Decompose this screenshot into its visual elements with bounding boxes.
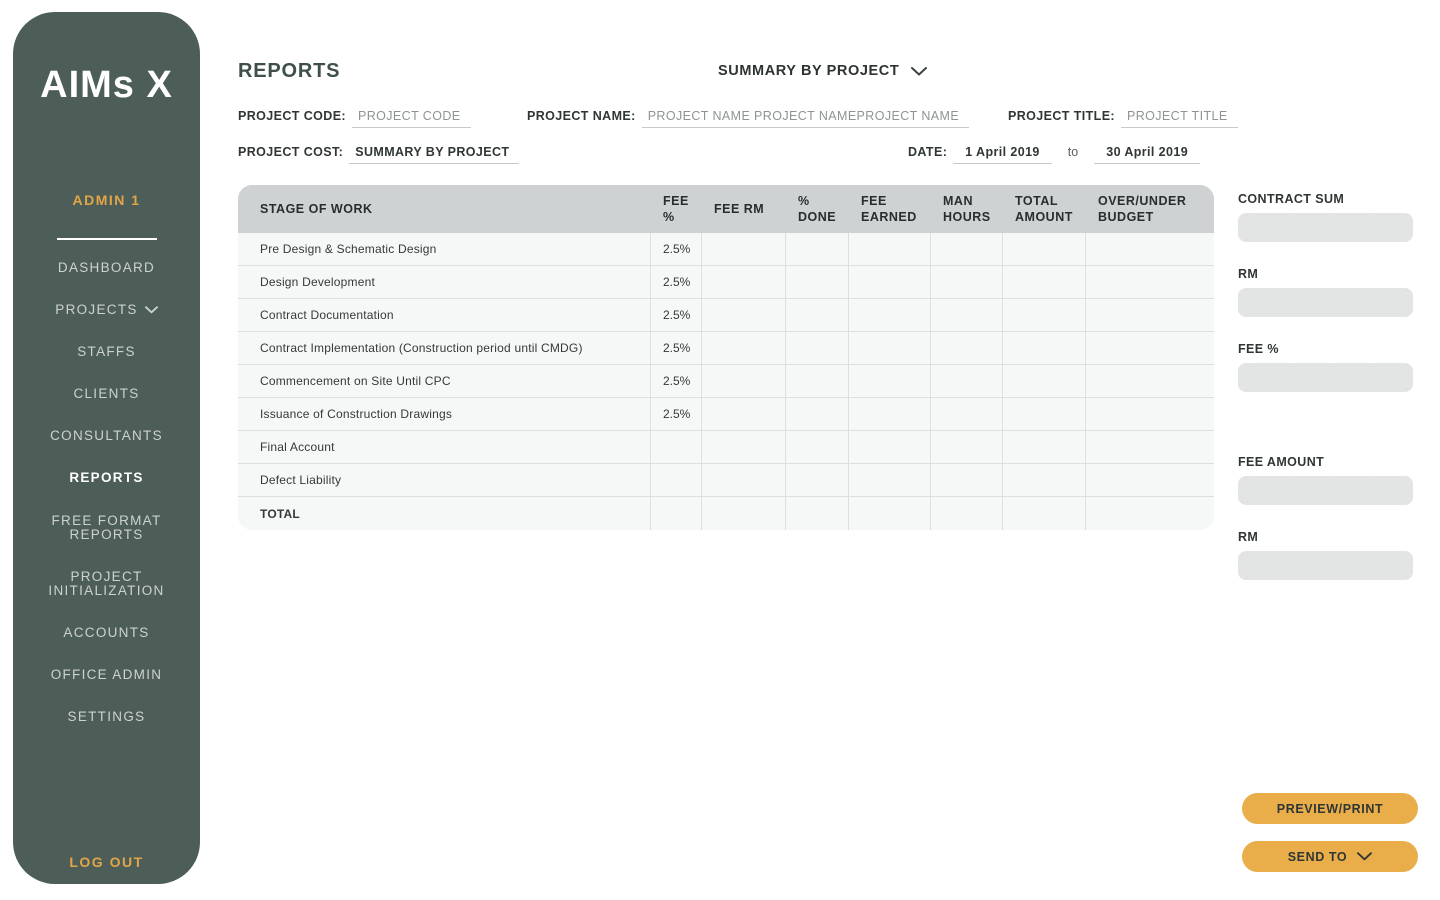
report-type-label: SUMMARY BY PROJECT xyxy=(718,63,900,79)
sidebar-item-free-format-reports[interactable] xyxy=(13,514,200,542)
project-code-label: PROJECT CODE: xyxy=(238,109,346,123)
fee-rm-cell[interactable] xyxy=(702,464,786,497)
total-label-cell: TOTAL xyxy=(238,497,651,530)
total-amount-cell[interactable] xyxy=(1003,464,1086,497)
total-amount-cell[interactable] xyxy=(1003,398,1086,431)
project-title-label: PROJECT TITLE: xyxy=(1008,109,1115,123)
total-cell xyxy=(1003,497,1086,530)
over-under-cell[interactable] xyxy=(1086,266,1214,299)
fee-rm-cell[interactable] xyxy=(702,299,786,332)
send-to-button[interactable] xyxy=(1242,841,1418,872)
over-under-cell[interactable] xyxy=(1086,365,1214,398)
stage-cell: Contract Documentation xyxy=(238,299,651,332)
fee-pct-cell: 2.5% xyxy=(651,398,702,431)
contract-sum-label: CONTRACT SUM xyxy=(1238,192,1345,206)
sidebar-item-clients[interactable] xyxy=(13,387,200,401)
table-row xyxy=(238,332,1214,365)
table-row xyxy=(238,464,1214,497)
project-cost-label: PROJECT COST: xyxy=(238,145,344,159)
sidebar-item-project-initialization[interactable] xyxy=(13,570,200,598)
sidebar-item-projects[interactable] xyxy=(13,303,200,317)
total-amount-cell[interactable] xyxy=(1003,233,1086,266)
rm2-input[interactable] xyxy=(1238,551,1413,580)
fee-rm-cell[interactable] xyxy=(702,365,786,398)
fee-pct-cell xyxy=(651,431,702,464)
sidebar-item-accounts[interactable] xyxy=(13,626,200,640)
col-header-over-under-budget: OVER/UNDER BUDGET xyxy=(1086,185,1214,233)
page-title: REPORTS xyxy=(238,60,341,82)
sidebar-item-dashboard[interactable] xyxy=(13,261,200,275)
man-hours-cell[interactable] xyxy=(931,464,1003,497)
project-cost-input[interactable]: SUMMARY BY PROJECT xyxy=(349,145,519,164)
man-hours-cell[interactable] xyxy=(931,365,1003,398)
stage-cell: Commencement on Site Until CPC xyxy=(238,365,651,398)
project-code-input[interactable]: PROJECT CODE xyxy=(352,109,471,128)
project-title-field xyxy=(1008,109,1238,128)
fee-rm-cell[interactable] xyxy=(702,266,786,299)
over-under-cell[interactable] xyxy=(1086,464,1214,497)
fee-pct-cell: 2.5% xyxy=(651,266,702,299)
fee-earned-cell[interactable] xyxy=(849,266,931,299)
total-amount-cell[interactable] xyxy=(1003,365,1086,398)
col-header-fee-pct: FEE % xyxy=(651,185,702,233)
preview-print-label: PREVIEW/PRINT xyxy=(1276,801,1384,816)
sidebar-item-consultants[interactable] xyxy=(13,429,200,443)
fee-rm-cell[interactable] xyxy=(702,332,786,365)
total-amount-cell[interactable] xyxy=(1003,299,1086,332)
fee-earned-cell[interactable] xyxy=(849,464,931,497)
table-row xyxy=(238,398,1214,431)
project-name-label: PROJECT NAME: xyxy=(527,109,636,123)
table-row xyxy=(238,299,1214,332)
sidebar-item-label: ACCOUNTS xyxy=(63,625,150,640)
total-amount-cell[interactable] xyxy=(1003,431,1086,464)
over-under-cell[interactable] xyxy=(1086,299,1214,332)
man-hours-cell[interactable] xyxy=(931,398,1003,431)
man-hours-cell[interactable] xyxy=(931,233,1003,266)
total-amount-cell[interactable] xyxy=(1003,266,1086,299)
sidebar-item-label: FREE FORMAT REPORTS xyxy=(51,513,162,542)
col-header-man-hours: MAN HOURS xyxy=(931,185,1003,233)
fee-pct-cell xyxy=(651,464,702,497)
table-row xyxy=(238,365,1214,398)
stage-cell: Contract Implementation (Construction period until CMDG) xyxy=(238,332,651,365)
sidebar-item-label: DASHBOARD xyxy=(57,260,156,275)
summary-table xyxy=(238,185,1214,530)
stage-cell: Defect Liability xyxy=(238,464,651,497)
table-row xyxy=(238,431,1214,464)
chevron-down-icon xyxy=(145,303,158,317)
man-hours-cell[interactable] xyxy=(931,299,1003,332)
col-header-total-amount: TOTAL AMOUNT xyxy=(1003,185,1086,233)
stage-cell: Issuance of Construction Drawings xyxy=(238,398,651,431)
over-under-cell[interactable] xyxy=(1086,332,1214,365)
col-header-stage: STAGE OF WORK xyxy=(238,185,651,233)
sidebar-item-reports[interactable] xyxy=(13,471,200,485)
man-hours-cell[interactable] xyxy=(931,332,1003,365)
table-row xyxy=(238,233,1214,266)
total-fee-pct-cell xyxy=(651,497,702,530)
date-to-word: to xyxy=(1067,145,1079,159)
stage-cell: Final Account xyxy=(238,431,651,464)
total-cell xyxy=(849,497,931,530)
fee-earned-cell[interactable] xyxy=(849,332,931,365)
date-to-input[interactable]: 30 April 2019 xyxy=(1094,145,1200,164)
sidebar xyxy=(13,12,200,884)
sidebar-item-label: REPORTS xyxy=(69,470,144,485)
total-cell xyxy=(702,497,786,530)
pct-done-cell[interactable] xyxy=(786,431,849,464)
fee-earned-cell[interactable] xyxy=(849,365,931,398)
stage-cell: Pre Design & Schematic Design xyxy=(238,233,651,266)
sidebar-item-label: CLIENTS xyxy=(73,386,140,401)
table-header-row xyxy=(238,185,1214,233)
fee-earned-cell[interactable] xyxy=(849,299,931,332)
sidebar-item-label: STAFFS xyxy=(77,344,136,359)
preview-print-button[interactable] xyxy=(1242,793,1418,824)
send-to-label: SEND TO xyxy=(1287,849,1348,864)
sidebar-item-label: PROJECT INITIALIZATION xyxy=(48,569,165,598)
fee-pct-cell: 2.5% xyxy=(651,365,702,398)
date-from-input[interactable]: 1 April 2019 xyxy=(953,145,1052,164)
fee-earned-cell[interactable] xyxy=(849,233,931,266)
date-range-field xyxy=(908,145,1200,164)
stage-cell: Design Development xyxy=(238,266,651,299)
current-user-label: ADMIN 1 xyxy=(72,192,141,208)
project-cost-field xyxy=(238,145,519,164)
man-hours-cell[interactable] xyxy=(931,266,1003,299)
sidebar-divider xyxy=(57,238,157,240)
total-amount-cell[interactable] xyxy=(1003,332,1086,365)
fee-pct-cell: 2.5% xyxy=(651,233,702,266)
sidebar-item-settings[interactable] xyxy=(13,710,200,724)
total-cell xyxy=(931,497,1003,530)
project-title-input[interactable]: PROJECT TITLE xyxy=(1121,109,1238,128)
sidebar-item-staffs[interactable] xyxy=(13,345,200,359)
fee-rm-cell[interactable] xyxy=(702,233,786,266)
total-cell xyxy=(1086,497,1214,530)
date-label: DATE: xyxy=(908,145,948,159)
total-cell xyxy=(786,497,849,530)
rm2-label: RM xyxy=(1238,530,1259,544)
col-header-fee-earned: FEE EARNED xyxy=(849,185,931,233)
app-logo: AIMs X xyxy=(40,64,173,106)
fee-pct-input[interactable] xyxy=(1238,363,1413,392)
fee-earned-cell[interactable] xyxy=(849,431,931,464)
fee-amount-input[interactable] xyxy=(1238,476,1413,505)
fee-pct-label: FEE % xyxy=(1238,342,1279,356)
pct-done-cell[interactable] xyxy=(786,365,849,398)
table-row xyxy=(238,266,1214,299)
rm-label: RM xyxy=(1238,267,1259,281)
fee-amount-label: FEE AMOUNT xyxy=(1238,455,1325,469)
over-under-cell[interactable] xyxy=(1086,398,1214,431)
pct-done-cell[interactable] xyxy=(786,398,849,431)
pct-done-cell[interactable] xyxy=(786,266,849,299)
sidebar-item-label: CONSULTANTS xyxy=(50,428,163,443)
col-header-fee-rm: FEE RM xyxy=(702,185,786,233)
report-type-dropdown[interactable] xyxy=(718,63,927,79)
project-code-field xyxy=(238,109,471,128)
project-name-input[interactable]: PROJECT NAME PROJECT NAMEPROJECT NAME xyxy=(642,109,969,128)
sidebar-item-office-admin[interactable] xyxy=(13,668,200,682)
rm-input[interactable] xyxy=(1238,288,1413,317)
pct-done-cell[interactable] xyxy=(786,464,849,497)
pct-done-cell[interactable] xyxy=(786,233,849,266)
fee-pct-cell: 2.5% xyxy=(651,299,702,332)
fee-rm-cell[interactable] xyxy=(702,398,786,431)
man-hours-cell[interactable] xyxy=(931,431,1003,464)
table-total-row xyxy=(238,497,1214,530)
chevron-down-icon xyxy=(911,67,927,76)
over-under-cell[interactable] xyxy=(1086,431,1214,464)
over-under-cell[interactable] xyxy=(1086,233,1214,266)
project-name-field xyxy=(527,109,969,128)
pct-done-cell[interactable] xyxy=(786,299,849,332)
fee-rm-cell[interactable] xyxy=(702,431,786,464)
pct-done-cell[interactable] xyxy=(786,332,849,365)
col-header-pct-done: % DONE xyxy=(786,185,849,233)
sidebar-item-label: OFFICE ADMIN xyxy=(50,667,163,682)
contract-sum-input[interactable] xyxy=(1238,213,1413,242)
fee-earned-cell[interactable] xyxy=(849,398,931,431)
logout-button[interactable]: LOG OUT xyxy=(69,854,144,870)
sidebar-item-label: SETTINGS xyxy=(67,709,146,724)
sidebar-item-label: PROJECTS xyxy=(55,302,138,317)
chevron-down-icon xyxy=(1357,852,1372,861)
fee-pct-cell: 2.5% xyxy=(651,332,702,365)
